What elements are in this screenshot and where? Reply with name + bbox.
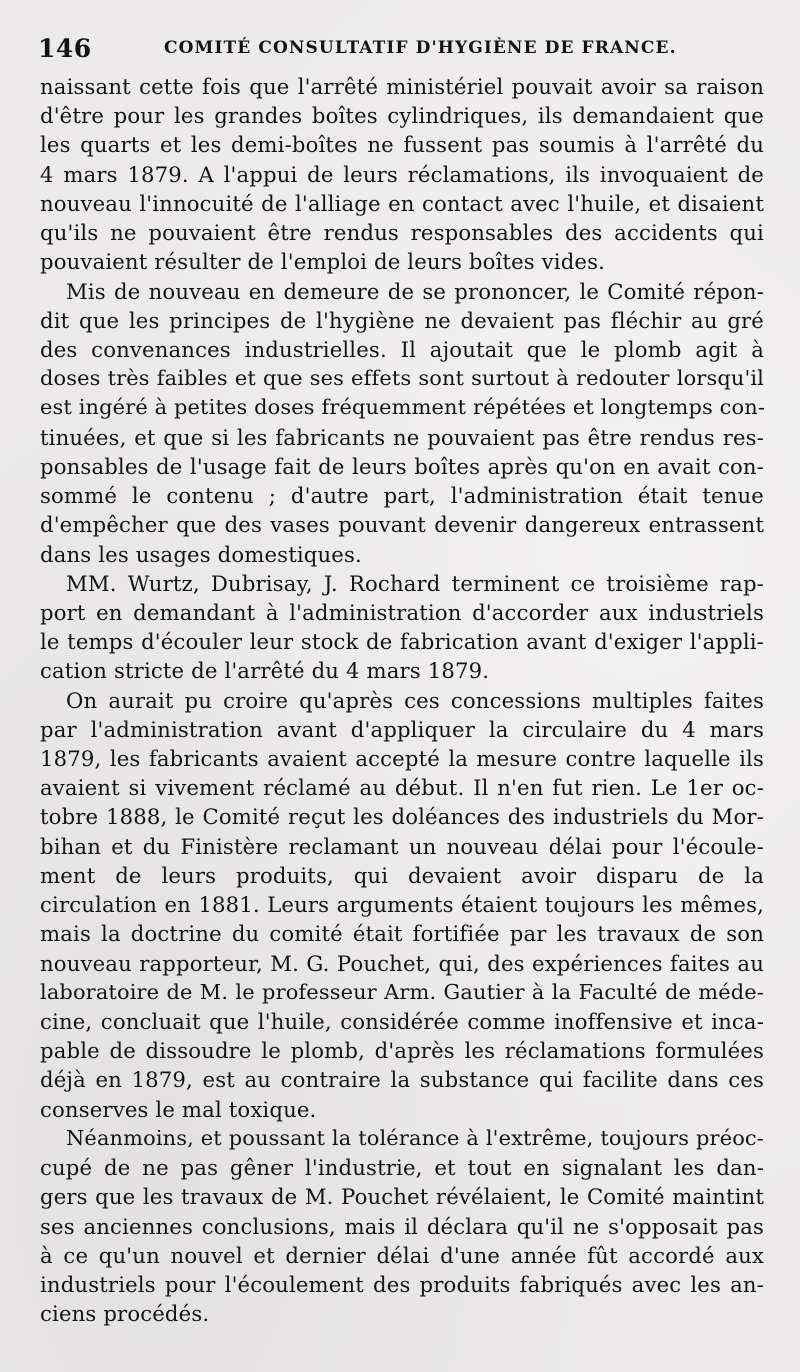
text-line: tobre 1888, le Comité reçut les doléances des industriels du Mor- — [40, 804, 764, 830]
text-line: est ingéré à petites doses fréquemment répétées et longtemps con- — [40, 395, 766, 420]
text-line: d'être pour les grandes boîtes cylindriques, ils demandaient que — [40, 103, 764, 129]
text-line: déjà en 1879, est au contraire la substance qui facilite dans ces — [40, 1067, 764, 1093]
text-line: d'empêcher que des vases pouvant devenir dangereux entrassent — [40, 512, 764, 538]
text-line: ponsables de l'usage fait de leurs boîtes après qu'on en avait con- — [40, 453, 764, 479]
text-line: cupé de ne pas gêner l'industrie, et tout en signalant les dan- — [40, 1155, 764, 1181]
text-line: cine, concluait que l'huile, considérée comme inoffensive et inca- — [40, 1009, 764, 1034]
text-line: les quarts et les demi-boîtes ne fussent pas soumis à l'arrêté du — [40, 132, 764, 158]
text-line: nouveau l'innocuité de l'alliage en contact avec l'huile, et disaient — [40, 190, 764, 216]
text-line: nouveau rapporteur, M. G. Pouchet, qui, des expériences faites au — [40, 950, 764, 976]
text-line: conserves le mal toxique. — [40, 1096, 317, 1122]
text-line: pable de dissoudre le plomb, d'après les réclamations formulées — [40, 1038, 764, 1064]
text-line: avaient si vivement réclamé au début. Il n'en fut rien. Le 1er oc- — [40, 775, 764, 801]
page-number: 146 — [38, 34, 92, 63]
page-header — [38, 34, 768, 68]
text-line: cation stricte de l'arrêté du 4 mars 1879. — [40, 658, 490, 684]
text-line: Néanmoins, et poussant la tolérance à l'extrême, toujours préoc- — [66, 1125, 764, 1150]
text-line: sommé le contenu ; d'autre part, l'administration était tenue — [40, 483, 764, 509]
text-line: ses anciennes conclusions, mais il déclara qu'il ne s'opposait pas — [40, 1213, 764, 1239]
text-line: ciens procédés. — [40, 1301, 210, 1327]
text-line: dans les usages domestiques. — [40, 541, 362, 567]
text-line: bihan et du Finistère reclamant un nouveau délai pour l'écoule- — [40, 833, 764, 859]
text-line: pouvaient résulter de l'emploi de leurs boîtes vides. — [40, 249, 606, 275]
text-line: le temps d'écouler leur stock de fabrication avant d'exiger l'appli- — [40, 629, 764, 655]
text-line: laboratoire de M. le professeur Arm. Gautier à la Faculté de méde- — [40, 979, 764, 1004]
text-line: MM. Wurtz, Dubrisay, J. Rochard terminent ce troisième rap- — [66, 570, 764, 596]
text-line: doses très faibles et que ses effets sont surtout à redouter lorsqu'il — [40, 366, 764, 391]
text-line: à ce qu'un nouvel et dernier délai d'une année fût accordé aux — [40, 1242, 764, 1268]
text-line: Mis de nouveau en demeure de se prononcer, le Comité répon- — [66, 278, 764, 304]
running-title: COMITÉ CONSULTATIF D'HYGIÈNE DE FRANCE. — [164, 38, 677, 58]
text-line: naissant cette fois que l'arrêté ministériel pouvait avoir sa raison — [40, 74, 764, 99]
text-line: qu'ils ne pouvaient être rendus responsables des accidents qui — [40, 220, 764, 246]
text-line: des convenances industrielles. Il ajoutait que le plomb agit à — [40, 336, 764, 362]
text-line: 4 mars 1879. A l'appui de leurs réclamations, ils invoquaient de — [40, 161, 764, 187]
text-line: ment de leurs produits, qui devaient avoir disparu de la — [40, 862, 764, 888]
text-line: dit que les principes de l'hygiène ne devaient pas fléchir au gré — [40, 307, 764, 333]
text-line: port en demandant à l'administration d'accorder aux industriels — [40, 599, 764, 625]
text-line: circulation en 1881. Leurs arguments étaient toujours les mêmes, — [40, 892, 764, 918]
text-line: mais la doctrine du comité était fortifiée par les travaux de son — [40, 921, 764, 947]
text-line: industriels pour l'écoulement des produits fabriqués avec les an- — [40, 1271, 764, 1297]
text-line: gers que les travaux de M. Pouchet révélaient, le Comité maintint — [40, 1184, 764, 1210]
text-line: par l'administration avant d'appliquer la circulaire du 4 mars — [40, 716, 764, 742]
text-line: On aurait pu croire qu'après ces concessions multiples faites — [66, 687, 764, 713]
text-line: 1879, les fabricants avaient accepté la mesure contre laquelle ils — [40, 746, 764, 772]
text-line: tinuées, et que si les fabricants ne pouvaient pas être rendus res- — [40, 424, 764, 450]
body-text — [40, 72, 764, 1328]
